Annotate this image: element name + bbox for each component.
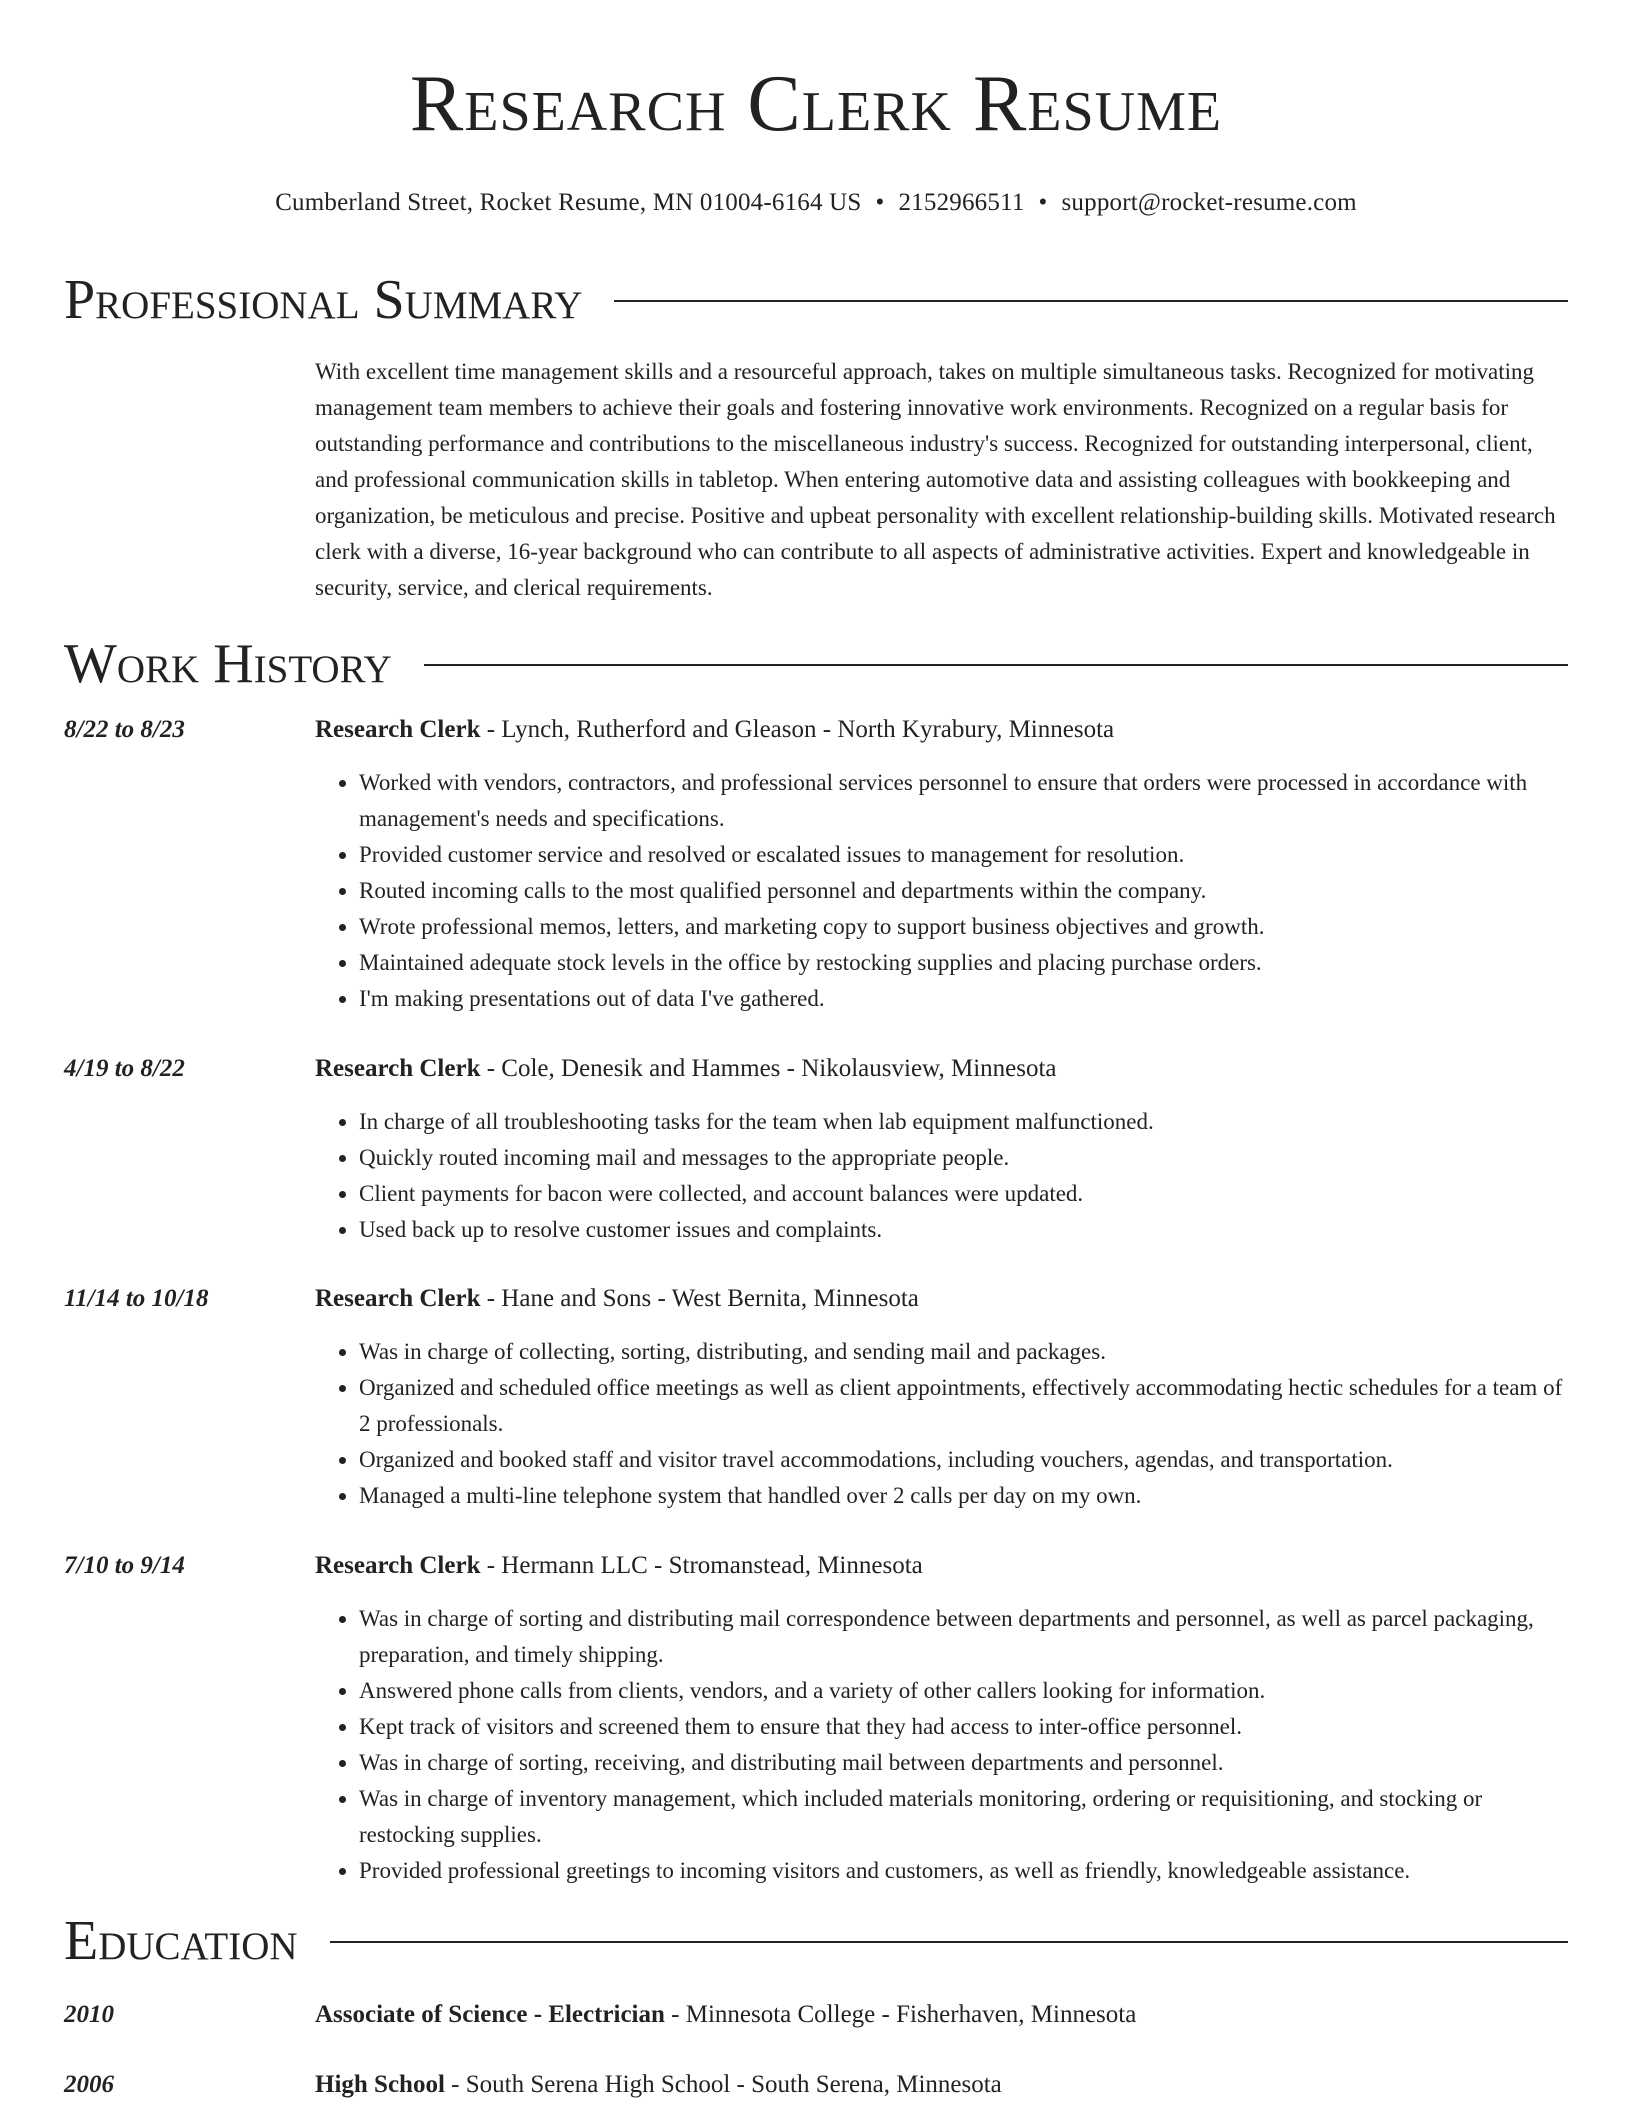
job-bullet: • Was in charge of collecting, sorting, distributing, and sending mail and packages. [359, 1334, 1568, 1370]
contact-email: support@rocket-resume.com [1061, 189, 1357, 216]
job-bullet: • I'm making presentations out of data I've gathered. [359, 981, 1568, 1017]
job-title: Research Clerk [315, 1285, 481, 1312]
job-body [315, 712, 1568, 1017]
job-bullet: • Organized and scheduled office meetings as well as client appointments, effectively accommodating hectic schedules for a team of 2 professionals. [359, 1370, 1568, 1442]
education-degree: High School [315, 2071, 445, 2098]
job-entry [64, 712, 1568, 1017]
job-bullets [315, 1601, 1568, 1889]
job-body [315, 1051, 1568, 1248]
contact-address: Cumberland Street, Rocket Resume, MN 01004-6164 US [275, 189, 862, 216]
education-year: 2006 [64, 2071, 114, 2098]
job-title: Research Clerk [315, 1055, 481, 1082]
section-divider [424, 664, 1568, 666]
job-heading [315, 1281, 1568, 1317]
job-dates: 8/22 to 8/23 [64, 716, 185, 743]
job-bullet: • Provided customer service and resolved or escalated issues to management for resolution. [359, 837, 1568, 873]
job-bullet: • Client payments for bacon were collected, and account balances were updated. [359, 1176, 1568, 1212]
education-body [315, 1997, 1568, 2033]
education-entry [64, 1997, 1568, 2033]
education-details: - South Serena High School - South Serena, Minnesota [444, 2071, 1002, 2098]
job-entry [64, 1281, 1568, 1514]
education-heading: Education [64, 1910, 298, 1972]
job-dates: 7/10 to 9/14 [64, 1552, 185, 1579]
job-bullets [315, 1334, 1568, 1514]
job-bullet: • Worked with vendors, contractors, and professional services personnel to ensure that orders were processed in accordance with management's needs and specifications. [359, 765, 1568, 837]
contact-phone: 2152966511 [898, 189, 1025, 216]
contact-separator: • [875, 189, 885, 216]
job-bullet: • In charge of all troubleshooting tasks for the team when lab equipment malfunctioned. [359, 1104, 1568, 1140]
contact-line [64, 188, 1568, 218]
education-section-header [64, 1909, 1568, 1973]
job-bullet: • Managed a multi-line telephone system that handled over 2 calls per day on my own. [359, 1478, 1568, 1514]
job-body [315, 1281, 1568, 1514]
summary-heading: Professional Summary [64, 269, 583, 331]
job-bullet: • Was in charge of inventory management, which included materials monitoring, ordering or requisitioning, and stocking or restocking supplies. [359, 1781, 1568, 1853]
education-details: - Minnesota College - Fisherhaven, Minnesota [664, 2001, 1137, 2028]
job-bullet: • Was in charge of sorting, receiving, and distributing mail between departments and personnel. [359, 1745, 1568, 1781]
summary-section-header [64, 268, 1568, 332]
work-heading: Work History [64, 633, 392, 695]
job-bullet: • Provided professional greetings to incoming visitors and customers, as well as friendly, knowledgeable assistance. [359, 1853, 1568, 1889]
job-entry [64, 1548, 1568, 1889]
job-title: Research Clerk [315, 1552, 481, 1579]
job-details: - Hane and Sons - West Bernita, Minnesota [480, 1285, 919, 1312]
work-section-header [64, 632, 1568, 696]
job-bullet: • Answered phone calls from clients, vendors, and a variety of other callers looking for information. [359, 1673, 1568, 1709]
section-divider [330, 1941, 1568, 1943]
job-dates: 11/14 to 10/18 [64, 1285, 209, 1312]
section-divider [614, 300, 1568, 302]
education-degree: Associate of Science - Electrician [315, 2001, 665, 2028]
job-dates: 4/19 to 8/22 [64, 1055, 185, 1082]
job-bullet: • Routed incoming calls to the most qualified personnel and departments within the company. [359, 873, 1568, 909]
job-bullet: • Was in charge of sorting and distributing mail correspondence between departments and personnel, as well as parcel packaging, preparation, and timely shipping. [359, 1601, 1568, 1673]
job-bullet: • Maintained adequate stock levels in the office by restocking supplies and placing purchase orders. [359, 945, 1568, 981]
resume-page [64, 0, 1568, 2103]
education-year: 2010 [64, 2001, 114, 2028]
job-bullet: • Used back up to resolve customer issues and complaints. [359, 1212, 1568, 1248]
education-entry [64, 2067, 1568, 2103]
job-details: - Cole, Denesik and Hammes - Nikolausview, Minnesota [480, 1055, 1057, 1082]
job-bullet: • Wrote professional memos, letters, and marketing copy to support business objectives and growth. [359, 909, 1568, 945]
job-bullet: • Kept track of visitors and screened them to ensure that they had access to inter-office personnel. [359, 1709, 1568, 1745]
job-heading [315, 712, 1568, 748]
job-title: Research Clerk [315, 716, 481, 743]
contact-separator: • [1038, 189, 1048, 216]
job-details: - Hermann LLC - Stromanstead, Minnesota [480, 1552, 923, 1579]
job-heading [315, 1548, 1568, 1584]
job-heading [315, 1051, 1568, 1087]
summary-text: With excellent time management skills and a resourceful approach, takes on multiple simultaneous tasks. Recognized for motivating management team members to achieve their goals and fostering innovative work environments. Recognized on a regular basis for outstanding performance and contributions to the miscellaneous industry's success. Recognized for outstanding interpersonal, client, and professional communication skills in tabletop. When entering automotive data and assisting colleagues with bookkeeping and organization, be meticulous and precise. Positive and upbeat personality with excellent relationship-building skills. Motivated research clerk with a diverse, 16-year background who can contribute to all aspects of administrative activities. Expert and knowledgeable in security, service, and clerical requirements. [315, 359, 1556, 600]
job-body [315, 1548, 1568, 1889]
education-body [315, 2067, 1568, 2103]
job-bullet: • Organized and booked staff and visitor travel accommodations, including vouchers, agendas, and transportation. [359, 1442, 1568, 1478]
job-details: - Lynch, Rutherford and Gleason - North Kyrabury, Minnesota [480, 716, 1115, 743]
job-entry [64, 1051, 1568, 1248]
job-bullets [315, 1104, 1568, 1248]
job-bullet: • Quickly routed incoming mail and messages to the appropriate people. [359, 1140, 1568, 1176]
page-title: Research Clerk Resume [409, 60, 1223, 148]
job-bullets [315, 765, 1568, 1017]
